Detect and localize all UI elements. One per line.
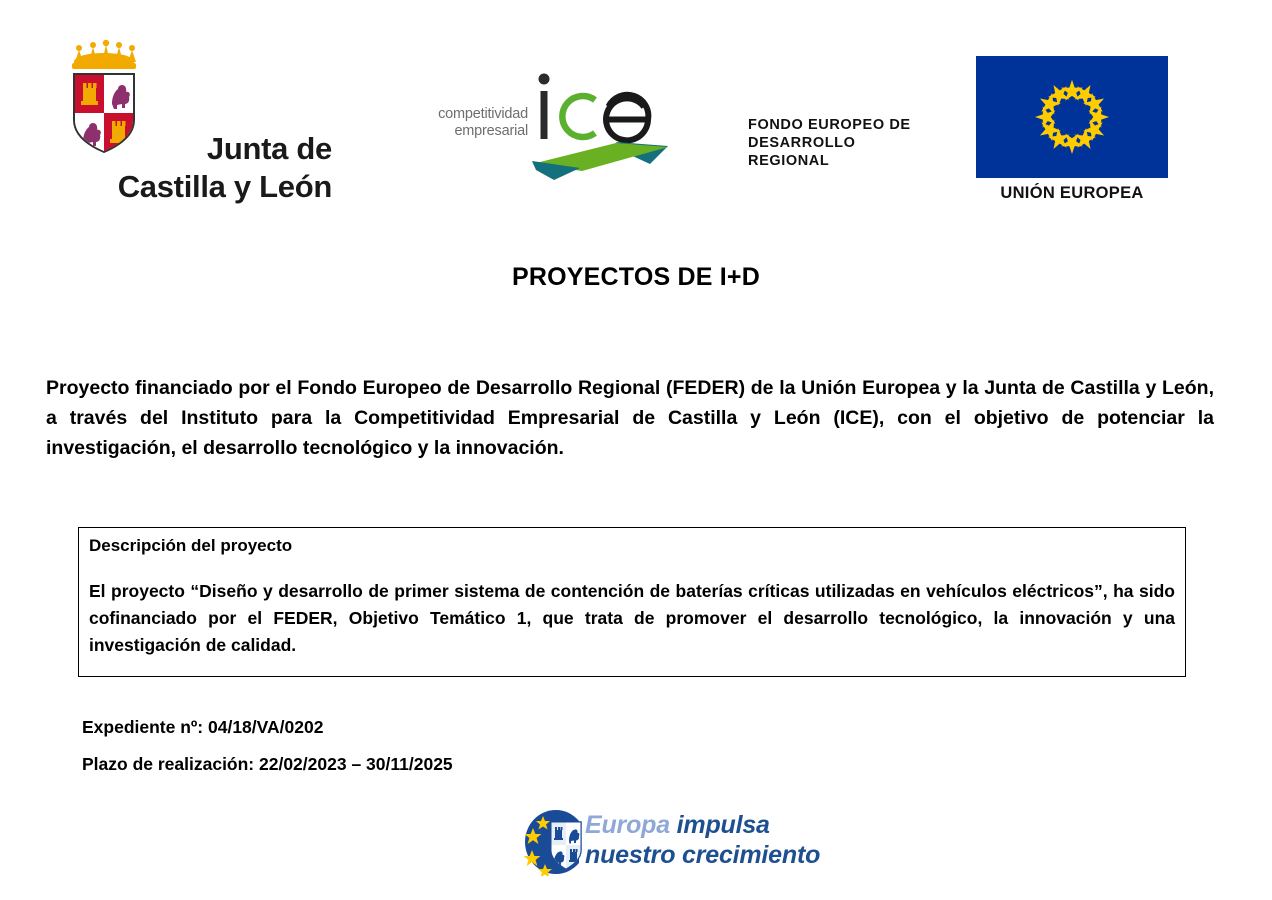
description-box-body: El proyecto “Diseño y desarrollo de primer sistema de contención de baterías críticas utilizadas en vehículos eléctricos”, ha sido cofinanciado por el FEDER, Objetivo Temático 1, que trata de promover el desarrollo tecnológico, la innovación y una investigación de calidad. [89, 581, 1175, 655]
ice-logo [388, 70, 668, 185]
junta-castilla-leon-logo [46, 32, 346, 204]
feder-line-1: FONDO EUROPEO DE [748, 117, 911, 133]
europa-impulsa-wordmark [585, 810, 835, 870]
expediente-number: Expediente nº: 04/18/VA/0202 [82, 717, 324, 737]
ice-tagline-line-2: empresarial [454, 123, 528, 139]
page-title: PROYECTOS DE I+D [512, 263, 760, 291]
feder-line-3: REGIONAL [748, 153, 830, 169]
ice-tagline [388, 106, 528, 140]
european-union-logo [976, 56, 1184, 211]
header-logo-bar [0, 0, 1272, 225]
jcyl-line-1: Junta de [206, 131, 332, 166]
footer-word-europa: Europa [585, 811, 677, 839]
europa-impulsa-logo [523, 806, 823, 878]
feder-line-2: DESARROLLO [748, 135, 856, 151]
description-box [78, 527, 1186, 677]
europa-impulsa-emblem-icon [523, 808, 589, 876]
union-europea-caption: UNIÓN EUROPEA [1000, 184, 1144, 202]
footer-line-2: nuestro crecimiento [585, 841, 821, 869]
description-box-heading: Descripción del proyecto [89, 536, 293, 555]
junta-castilla-leon-wordmark [46, 130, 346, 206]
jcyl-line-2: Castilla y León [117, 169, 332, 204]
footer-word-impulsa: impulsa [676, 811, 770, 839]
european-union-flag-icon [976, 56, 1168, 178]
ice-tagline-line-1: competitividad [438, 106, 528, 122]
ice-wordmark-icon [532, 67, 662, 147]
feder-text-block [748, 116, 988, 170]
ice-swoosh-icon [532, 140, 668, 182]
plazo-realizacion: Plazo de realización: 22/02/2023 – 30/11/2025 [82, 754, 453, 774]
intro-paragraph: Proyecto financiado por el Fondo Europeo de Desarrollo Regional (FEDER) de la Unión Europea y la Junta de Castilla y León, a través del Instituto para la Competitividad Empresarial de Castilla y León (ICE), con el objetivo de potenciar la investigación, el desarrollo tecnológico y la innovación. [46, 377, 1214, 459]
